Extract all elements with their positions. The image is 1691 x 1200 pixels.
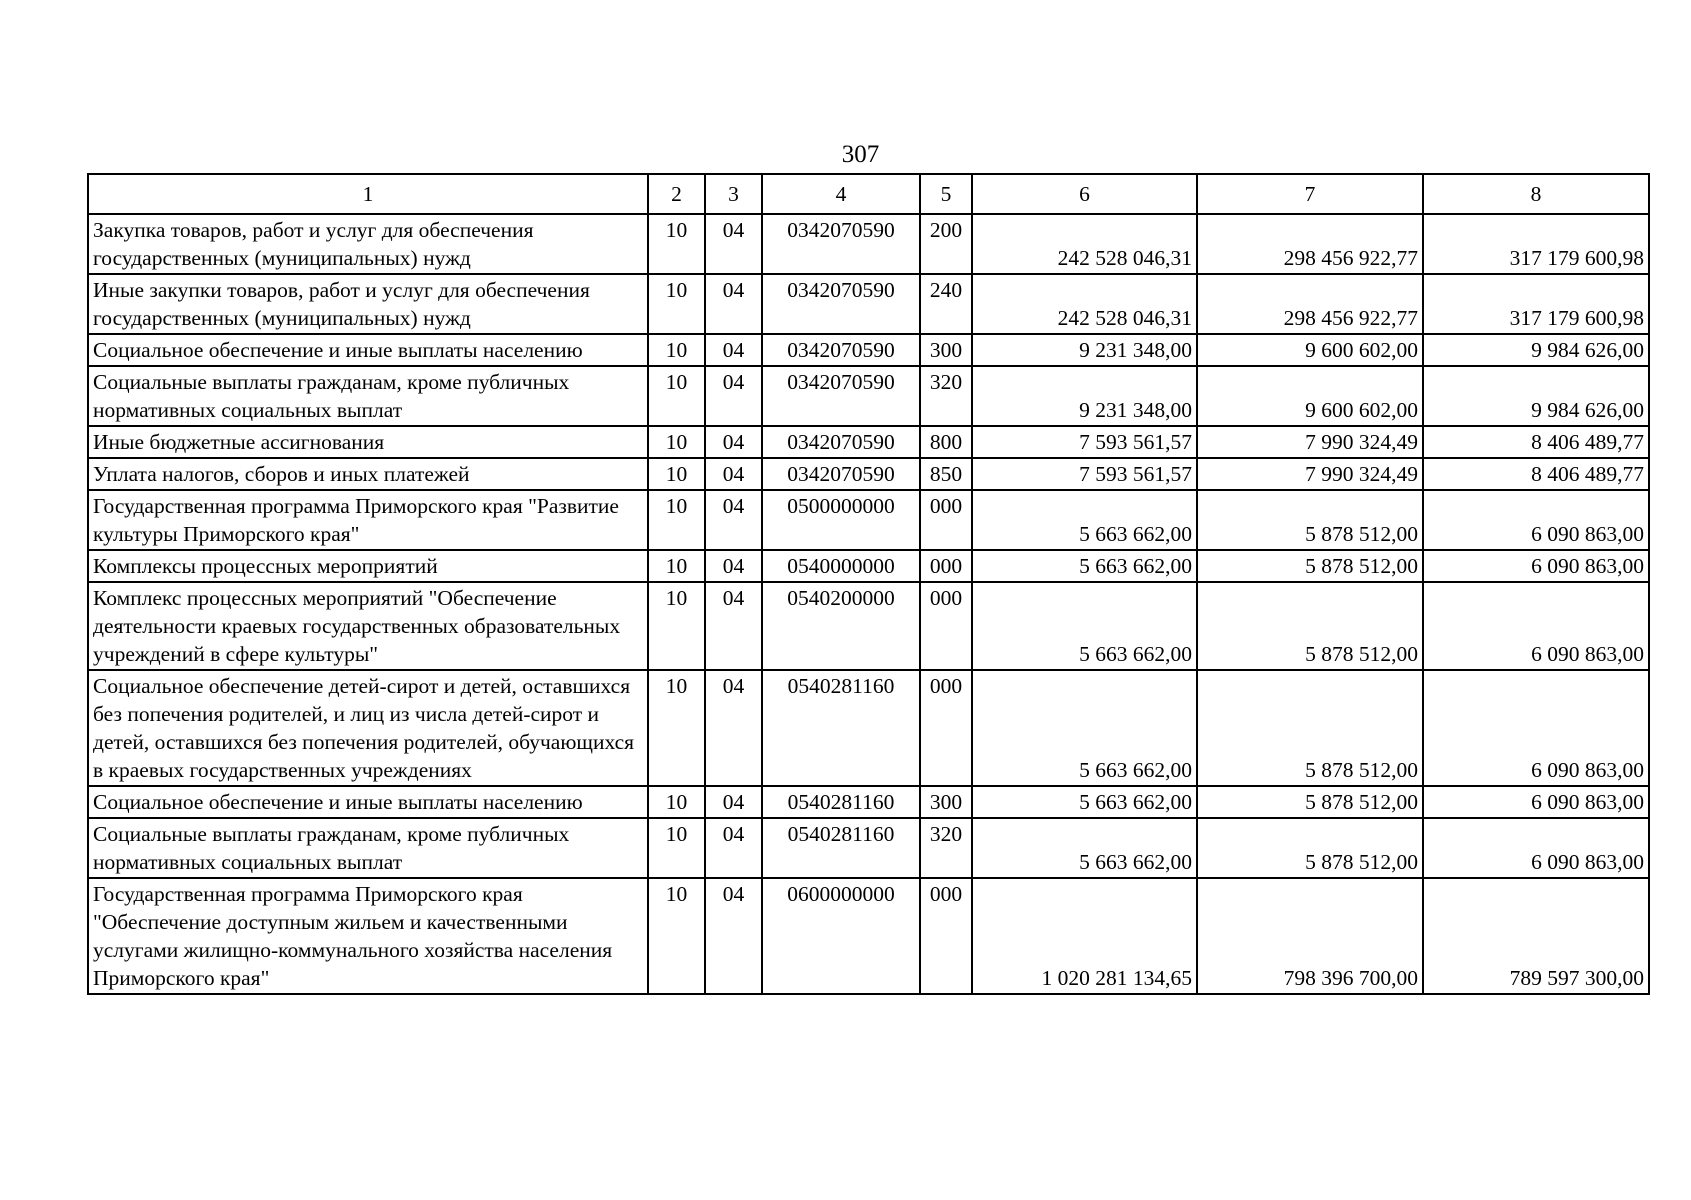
row-section: 10 <box>648 274 705 334</box>
row-target-code: 0342070590 <box>762 274 920 334</box>
column-header: 3 <box>705 174 762 214</box>
row-section: 10 <box>648 490 705 550</box>
row-target-code: 0540200000 <box>762 582 920 670</box>
row-amount-col8: 8 406 489,77 <box>1423 458 1649 490</box>
row-section: 10 <box>648 582 705 670</box>
row-amount-col8: 6 090 863,00 <box>1423 786 1649 818</box>
row-subsection: 04 <box>705 670 762 786</box>
table-row <box>88 878 1649 994</box>
row-name: Иные закупки товаров, работ и услуг для обеспечения государственных (муниципальных) нужд <box>88 274 648 334</box>
row-amount-col8: 9 984 626,00 <box>1423 366 1649 426</box>
row-section: 10 <box>648 550 705 582</box>
row-amount-col8: 8 406 489,77 <box>1423 426 1649 458</box>
row-target-code: 0342070590 <box>762 214 920 274</box>
row-name: Социальное обеспечение и иные выплаты населению <box>88 334 648 366</box>
row-amount-col6: 242 528 046,31 <box>972 274 1197 334</box>
row-subsection: 04 <box>705 550 762 582</box>
row-expense-type: 000 <box>920 670 972 786</box>
row-amount-col7: 5 878 512,00 <box>1197 670 1423 786</box>
budget-table <box>87 173 1650 995</box>
row-name: Социальное обеспечение детей-сирот и детей, оставшихся без попечения родителей, и лиц из числа детей-сирот и детей, оставшихся без попечения родителей, обучающихся в краевых государственных учреждениях <box>88 670 648 786</box>
table-row <box>88 458 1649 490</box>
row-amount-col8: 6 090 863,00 <box>1423 490 1649 550</box>
row-target-code: 0342070590 <box>762 366 920 426</box>
row-amount-col6: 5 663 662,00 <box>972 818 1197 878</box>
row-subsection: 04 <box>705 334 762 366</box>
row-subsection: 04 <box>705 458 762 490</box>
row-name: Социальное обеспечение и иные выплаты населению <box>88 786 648 818</box>
table-row <box>88 214 1649 274</box>
row-amount-col7: 7 990 324,49 <box>1197 426 1423 458</box>
row-amount-col8: 6 090 863,00 <box>1423 582 1649 670</box>
row-expense-type: 000 <box>920 878 972 994</box>
row-target-code: 0540281160 <box>762 786 920 818</box>
row-name: Иные бюджетные ассигнования <box>88 426 648 458</box>
row-expense-type: 850 <box>920 458 972 490</box>
row-expense-type: 300 <box>920 786 972 818</box>
row-amount-col8: 6 090 863,00 <box>1423 670 1649 786</box>
row-amount-col8: 6 090 863,00 <box>1423 818 1649 878</box>
row-name: Государственная программа Приморского края "Развитие культуры Приморского края" <box>88 490 648 550</box>
row-subsection: 04 <box>705 490 762 550</box>
page-number: 307 <box>841 141 880 168</box>
row-section: 10 <box>648 818 705 878</box>
row-target-code: 0342070590 <box>762 458 920 490</box>
row-name: Уплата налогов, сборов и иных платежей <box>88 458 648 490</box>
row-amount-col6: 7 593 561,57 <box>972 426 1197 458</box>
row-section: 10 <box>648 334 705 366</box>
row-subsection: 04 <box>705 878 762 994</box>
table-row <box>88 366 1649 426</box>
column-header: 1 <box>88 174 648 214</box>
row-subsection: 04 <box>705 366 762 426</box>
table-row <box>88 786 1649 818</box>
row-amount-col6: 5 663 662,00 <box>972 670 1197 786</box>
row-name: Государственная программа Приморского края "Обеспечение доступным жильем и качественными услугами жилищно-коммунального хозяйства населения Приморского края" <box>88 878 648 994</box>
row-amount-col7: 5 878 512,00 <box>1197 786 1423 818</box>
row-subsection: 04 <box>705 426 762 458</box>
row-amount-col8: 789 597 300,00 <box>1423 878 1649 994</box>
row-section: 10 <box>648 426 705 458</box>
row-expense-type: 320 <box>920 366 972 426</box>
table-row <box>88 334 1649 366</box>
row-amount-col6: 5 663 662,00 <box>972 582 1197 670</box>
table-row <box>88 670 1649 786</box>
row-amount-col6: 242 528 046,31 <box>972 214 1197 274</box>
row-section: 10 <box>648 878 705 994</box>
row-amount-col6: 5 663 662,00 <box>972 490 1197 550</box>
row-expense-type: 300 <box>920 334 972 366</box>
column-header: 8 <box>1423 174 1649 214</box>
row-amount-col7: 5 878 512,00 <box>1197 582 1423 670</box>
row-name: Комплекс процессных мероприятий "Обеспечение деятельности краевых государственных образовательных учреждений в сфере культуры" <box>88 582 648 670</box>
row-name: Закупка товаров, работ и услуг для обеспечения государственных (муниципальных) нужд <box>88 214 648 274</box>
row-amount-col7: 9 600 602,00 <box>1197 334 1423 366</box>
table-row <box>88 582 1649 670</box>
row-section: 10 <box>648 458 705 490</box>
row-expense-type: 320 <box>920 818 972 878</box>
row-expense-type: 000 <box>920 582 972 670</box>
row-target-code: 0540000000 <box>762 550 920 582</box>
header-row <box>88 174 1649 214</box>
row-subsection: 04 <box>705 214 762 274</box>
column-header: 2 <box>648 174 705 214</box>
row-amount-col7: 9 600 602,00 <box>1197 366 1423 426</box>
row-expense-type: 240 <box>920 274 972 334</box>
row-amount-col6: 9 231 348,00 <box>972 366 1197 426</box>
row-section: 10 <box>648 366 705 426</box>
row-subsection: 04 <box>705 582 762 670</box>
column-header: 4 <box>762 174 920 214</box>
row-section: 10 <box>648 214 705 274</box>
row-expense-type: 800 <box>920 426 972 458</box>
row-amount-col8: 317 179 600,98 <box>1423 274 1649 334</box>
row-section: 10 <box>648 670 705 786</box>
row-amount-col7: 298 456 922,77 <box>1197 214 1423 274</box>
row-subsection: 04 <box>705 274 762 334</box>
table-row <box>88 490 1649 550</box>
column-header: 6 <box>972 174 1197 214</box>
column-header: 5 <box>920 174 972 214</box>
row-amount-col6: 7 593 561,57 <box>972 458 1197 490</box>
row-target-code: 0342070590 <box>762 334 920 366</box>
row-amount-col7: 7 990 324,49 <box>1197 458 1423 490</box>
row-amount-col7: 5 878 512,00 <box>1197 490 1423 550</box>
row-amount-col7: 298 456 922,77 <box>1197 274 1423 334</box>
row-target-code: 0600000000 <box>762 878 920 994</box>
row-amount-col8: 9 984 626,00 <box>1423 334 1649 366</box>
row-section: 10 <box>648 786 705 818</box>
row-subsection: 04 <box>705 818 762 878</box>
table-row <box>88 550 1649 582</box>
row-target-code: 0540281160 <box>762 818 920 878</box>
row-target-code: 0540281160 <box>762 670 920 786</box>
row-expense-type: 000 <box>920 490 972 550</box>
row-name: Комплексы процессных мероприятий <box>88 550 648 582</box>
row-subsection: 04 <box>705 786 762 818</box>
row-target-code: 0342070590 <box>762 426 920 458</box>
row-amount-col8: 317 179 600,98 <box>1423 214 1649 274</box>
row-amount-col7: 5 878 512,00 <box>1197 818 1423 878</box>
row-amount-col6: 5 663 662,00 <box>972 786 1197 818</box>
row-amount-col7: 798 396 700,00 <box>1197 878 1423 994</box>
row-amount-col6: 1 020 281 134,65 <box>972 878 1197 994</box>
column-header: 7 <box>1197 174 1423 214</box>
row-amount-col8: 6 090 863,00 <box>1423 550 1649 582</box>
row-expense-type: 200 <box>920 214 972 274</box>
table-row <box>88 818 1649 878</box>
row-name: Социальные выплаты гражданам, кроме публичных нормативных социальных выплат <box>88 366 648 426</box>
row-target-code: 0500000000 <box>762 490 920 550</box>
row-amount-col6: 5 663 662,00 <box>972 550 1197 582</box>
table-row <box>88 426 1649 458</box>
row-amount-col6: 9 231 348,00 <box>972 334 1197 366</box>
row-amount-col7: 5 878 512,00 <box>1197 550 1423 582</box>
row-name: Социальные выплаты гражданам, кроме публичных нормативных социальных выплат <box>88 818 648 878</box>
row-expense-type: 000 <box>920 550 972 582</box>
table-row <box>88 274 1649 334</box>
